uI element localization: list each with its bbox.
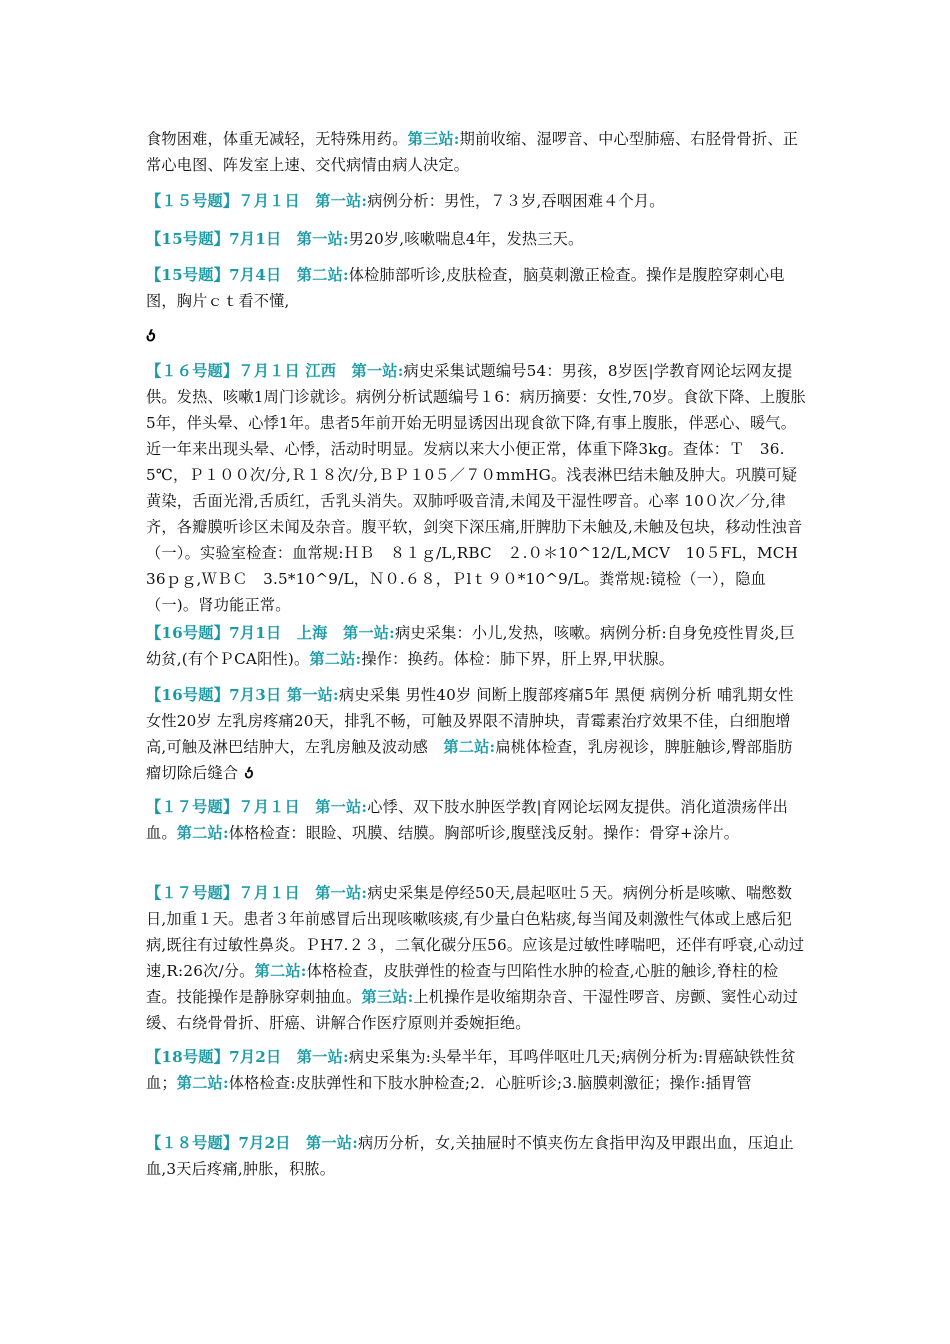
heading-label: 第一站: <box>296 230 349 248</box>
heading-label: 第一站: <box>351 362 404 380</box>
paragraph-p8 <box>146 794 808 846</box>
heading-label: 第一站: <box>315 884 368 902</box>
body-text: 上机操作是收缩期杂音、干湿性啰音、房颤、窦性心动过缓、右绕骨骨折、肝癌、讲解合作医疗原则并委婉拒绝。 <box>146 988 799 1032</box>
heading-label: 【１７号题】７月１日 <box>146 798 316 816</box>
paragraph-p5 <box>146 358 808 618</box>
heading-label: 第一站: <box>315 798 368 816</box>
heading-label: 第二站: <box>443 738 496 756</box>
body-text: 病史采集：小儿,发热，咳嗽。病例分析:自身免疫性胃炎,巨幼贫,(有个ＰCA阳性)。 <box>146 624 795 668</box>
body-text: 病史采集试题编号54：男孩，8岁医|学教育网论坛网友提供。发热、咳嗽1周门诊就诊。病例分析试题编号１6：病历摘要：女性,70岁。食欲下降、上腹胀5年，伴头晕、心悸1年。患者5年前开始无明显诱因出现食欲下降,有事上腹胀，伴恶心、暖气。近一年来出现头晕、心悸，活动时明显。发病以来大小便正常，体重下降3kg。查体：Ｔ 36.5℃，Ｐ１００次/分,Ｒ１８次/分,ＢＰ１0５／７０mmHG。浅表淋巴结未触及肿大。巩膜可疑黄染，舌面光滑,舌质红，舌乳头消失。双肺呼吸音清,未闻及干湿性啰音。心率 10０次／分,律齐，各瓣膜听诊区未闻及杂音。腹平软，剑突下深压痛,肝脾肋下未触及,未触及包块，移动性浊音（一）。实验室检查：血常规:ＨＢ ８１ｇ/L,RBC ２.０＊10^12/L,MCV 10５FL，MCH 36ｐｇ,ＷＢＣ 3.5*10^9/L，Ｎ０.６８，Ｐlｔ９０*10^9/L。粪常规:镜检（一），隐血（一)。肾功能正常。 <box>146 362 806 614</box>
heading-label: 第一站: <box>286 686 339 704</box>
body-text: 扁桃体检查，乳房视诊，脾脏触诊,臀部脂肪瘤切除后缝合 <box>146 738 793 782</box>
body-text: 病历分析，女,关抽屉时不慎夹伤左食指甲沟及甲跟出血，压迫止血,3天后疼痛,肿胀，积脓。 <box>146 1134 794 1178</box>
body-text: 体格检查：眼睑、巩膜、结膜。胸部听诊,腹壁浅反射。操作：骨穿+涂片。 <box>228 824 740 842</box>
paragraph-p4 <box>146 262 808 314</box>
heading-label: 第一站: <box>315 192 368 210</box>
heading-label: 【１５号题】７月１日 <box>146 192 316 210</box>
heading-label: 第一站: <box>296 1048 349 1066</box>
heading-label: 第二站: <box>296 266 349 284</box>
heading-label: 第一站: <box>306 1134 359 1152</box>
paragraph-p3 <box>146 226 808 252</box>
heading-label: 【15号题】7月4日 <box>146 266 297 284</box>
body-text: 病史采集是停经50天,晨起呕吐５天。病例分析是咳嗽、喘憋数日,加重１天。患者３年前感冒后出现咳嗽咳痰,有少量白色粘痰,每当闻及刺激性气体或上感后犯病,既往有过敏性鼻炎。ＰH7.２３，二氧化碳分压56。应该是过敏性哮喘吧，还伴有呼衰,心动过速,R:26次/分。 <box>146 884 805 980</box>
heading-label: 第三站: <box>407 130 460 148</box>
heading-label: 【１８号题】7月2日 <box>146 1134 307 1152</box>
body-text: 期前收缩、湿啰音、中心型肺癌、右胫骨骨折、正常心电图、阵发室上速、交代病情由病人决定。 <box>146 130 799 174</box>
heading-label: 第二站: <box>176 1074 229 1092</box>
heading-label: 【15号题】7月1日 <box>146 230 297 248</box>
heading-label: 第三站: <box>361 988 414 1006</box>
heading-label: 【18号题】7月2日 <box>146 1048 297 1066</box>
heading-label: 第二站: <box>176 824 229 842</box>
body-text: 体格检查:皮肤弹性和下肢水肿检查;2．心脏听诊;3.脑膜刺激征；操作:插胃管 <box>228 1074 752 1092</box>
paragraph-p6 <box>146 620 808 672</box>
heading-label: 第二站: <box>309 650 362 668</box>
paragraph-p9 <box>146 880 808 1036</box>
body-text: 体格检查，皮肤弹性的检查与凹陷性水肿的检查,心脏的触诊,脊柱的检查。技能操作是静脉穿刺抽血。 <box>146 962 779 1006</box>
body-text: 体检肺部听诊,皮肤检查，脑莫刺激正检查。操作是腹腔穿刺心电图，胸片ｃｔ看不懂, <box>146 266 785 310</box>
heading-label: 【16号题】7月1日 上海 <box>146 624 343 642</box>
paragraph-p2 <box>146 188 808 214</box>
body-text: 食物困难，体重无减轻，无特殊用药。 <box>146 130 408 148</box>
paragraph-p1 <box>146 126 808 178</box>
heading-label: 第一站: <box>342 624 395 642</box>
body-text: 操作：换药。体检：肺下界，肝上界,甲状腺。 <box>361 650 675 668</box>
body-text: 男20岁,咳嗽喘息4年，发热三天。 <box>348 230 584 248</box>
body-text: 病例分析：男性，７３岁,吞咽困难４个月。 <box>367 192 665 210</box>
heading-label: 【１６号题】７月１日 江西 <box>146 362 352 380</box>
decorative-symbol-icon: ꚽ <box>244 764 254 782</box>
paragraph-p7 <box>146 682 808 786</box>
paragraph-p10 <box>146 1044 808 1096</box>
body-text: 病史采集为:头晕半年，耳鸣伴呕吐几天;病例分析为:胃癌缺铁性贫血； <box>146 1048 796 1092</box>
body-text: 病史采集 男性40岁 间断上腹部疼痛5年 黑便 病例分析 哺乳期女性女性20岁 左乳房疼痛20天，排乳不畅，可触及界限不清肿块，青霉素治疗效果不佳，白细胞增高,可触及淋巴结肿大，左乳房触及波动感 <box>146 686 794 756</box>
body-text: 心悸、双下肢水肿医学教|育网论坛网友提供。消化道溃疡伴出血。 <box>146 798 789 842</box>
heading-label: 【１７号题】７月１日 <box>146 884 316 902</box>
heading-label: 第二站: <box>254 962 307 980</box>
paragraph-p11 <box>146 1130 808 1182</box>
decorative-symbol-icon: ꚽ <box>146 326 156 345</box>
heading-label: 【16号题】7月3日 <box>146 686 287 704</box>
